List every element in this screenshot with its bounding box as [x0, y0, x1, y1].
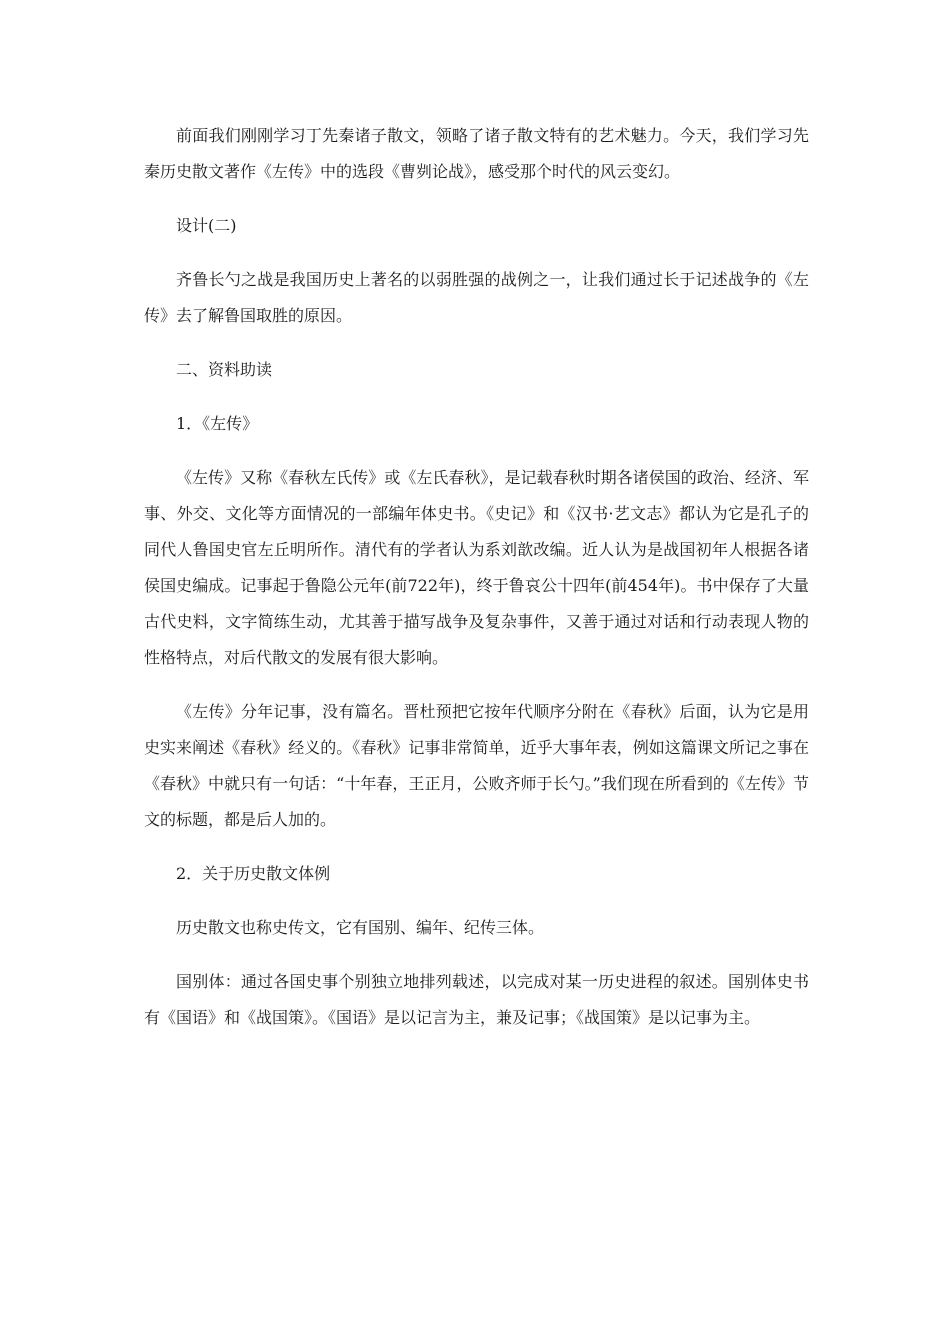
paragraph-zuozhuan-structure: 《左传》分年记事，没有篇名。晋杜预把它按年代顺序分附在《春秋》后面，认为它是用史实来阐述《春秋》经义的。《春秋》记事非常简单，近乎大事年表，例如这篇课文所记之事在《春秋》中就只有一句话：“十年春，王正月，公败齐师于长勺。”我们现在所看到的《左传》节文的标题，都是后人加的。 — [144, 702, 809, 829]
paragraph-gap — [144, 388, 809, 406]
section-heading-reading-aids: 二、资料助读 — [176, 360, 273, 379]
paragraph-zuozhuan-overview: 《左传》又称《春秋左氏传》或《左氏春秋》，是记载春秋时期各诸侯国的政治、经济、军事、外交、文化等方面情况的一部编年体史书。《史记》和《汉书·艺文志》都认为它是孔子的同代人鲁国史官左丘明所作。清代有的学者认为系刘歆改编。近人认为是战国初年人根据各诸侯国史编成。记事起于鲁隐公元年(前722年)，终于鲁哀公十四年(前454年)。书中保存了大量古代史料，文字简练生动，尤其善于描写战争及复杂事件，又善于通过对话和行动表现人物的性格特点，对后代散文的发展有很大影响。 — [144, 468, 809, 667]
paragraph-gap — [144, 892, 809, 910]
paragraph-three-forms: 历史散文也称史传文，它有国别、编年、纪传三体。 — [176, 918, 545, 937]
paragraph-gap — [144, 676, 809, 694]
paragraph-changshao-battle: 齐鲁长勺之战是我国历史上著名的以弱胜强的战例之一，让我们通过长于记述战争的《左传》去了解鲁国取胜的原因。 — [144, 270, 809, 325]
paragraph-gap — [144, 334, 809, 352]
subheading-zuozhuan: 1．《左传》 — [176, 414, 259, 433]
paragraph-gap — [144, 244, 809, 262]
paragraph-guobie-form: 国别体：通过各国史事个别独立地排列载述，以完成对某一历史进程的叙述。国别体史书有《国语》和《战国策》。《国语》是以记言为主，兼及记事；《战国策》是以记事为主。 — [144, 972, 809, 1027]
paragraph-gap — [144, 946, 809, 964]
paragraph-intro: 前面我们刚刚学习丁先秦诸子散文，领略了诸子散文特有的艺术魅力。今天，我们学习先秦历史散文著作《左传》中的选段《曹刿论战》，感受那个时代的风云变幻。 — [144, 126, 809, 181]
paragraph-gap — [144, 190, 809, 208]
paragraph-gap — [144, 442, 809, 460]
section-heading-design-2: 设计(二) — [176, 216, 237, 235]
subheading-historical-prose-forms: 2．关于历史散文体例 — [176, 864, 331, 883]
document-body — [144, 118, 809, 1036]
paragraph-gap — [144, 838, 809, 856]
